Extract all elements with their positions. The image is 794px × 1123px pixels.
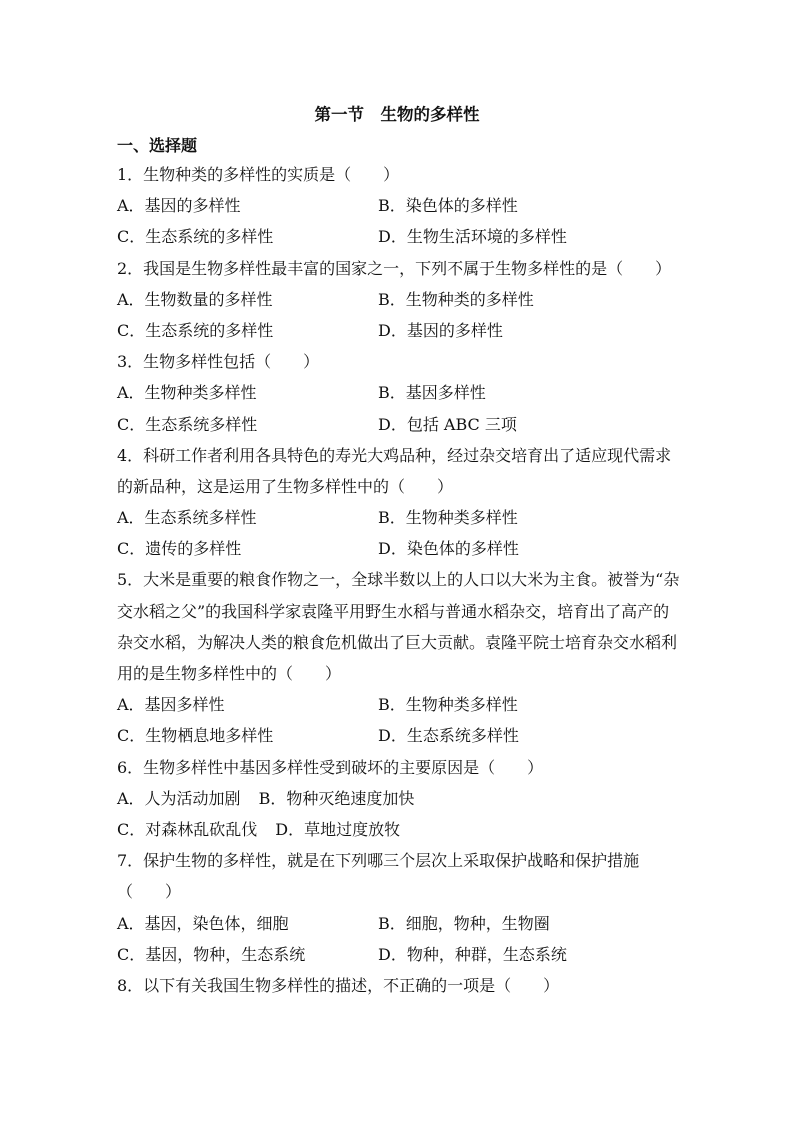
question-2: [117, 253, 682, 347]
question-stem-line: 杂交水稻，为解决人类的粮食危机做出了巨大贡献。袁隆平院士培育杂交水稻利: [117, 632, 678, 652]
question-stem-line: 1．生物种类的多样性的实质是（ ）: [117, 165, 400, 184]
answer-option: A．人为活动加剧: [117, 788, 241, 808]
option-row: [117, 908, 682, 939]
option-row: [117, 315, 682, 346]
answer-option: C．对森林乱砍乱伐: [117, 819, 258, 839]
option-row: [117, 783, 682, 814]
option-row: [117, 939, 682, 970]
option-row: [117, 533, 682, 564]
option-row: [117, 409, 682, 440]
option-row: [117, 720, 682, 751]
question-5: [117, 564, 682, 751]
question-stem-line: 交水稻之父”的我国科学家袁隆平用野生水稻与普通水稻杂交，培育出了高产的: [117, 601, 670, 621]
answer-option: B．生物种类多样性: [378, 695, 518, 715]
answer-option: D．基因的多样性: [378, 320, 503, 340]
question-stem-line: 7．保护生物的多样性，就是在下列哪三个层次上采取保护战略和保护措施: [117, 851, 640, 871]
answer-option: C．生态系统的多样性: [117, 227, 274, 247]
option-row: [117, 190, 682, 221]
answer-option: D．草地过度放牧: [275, 819, 401, 839]
question-4: [117, 440, 682, 565]
answer-option: A．基因，染色体，细胞: [117, 913, 289, 933]
question-6: [117, 752, 682, 846]
answer-option: A．基因多样性: [117, 695, 225, 715]
answer-option: A．基因的多样性: [117, 196, 241, 216]
question-list: [117, 159, 682, 1001]
page-title: 第一节 生物的多样性: [314, 105, 480, 124]
option-row: [117, 502, 682, 533]
question-stem-line: 的新品种，这是运用了生物多样性中的（ ）: [117, 476, 454, 496]
answer-option: A．生态系统多样性: [117, 508, 257, 528]
question-1: [117, 159, 682, 253]
option-row: [117, 377, 682, 408]
answer-option: B．生物种类多样性: [378, 508, 518, 528]
question-stem-line: 2．我国是生物多样性最丰富的国家之一，下列不属于生物多样性的是（ ）: [117, 258, 672, 278]
answer-option: C．生态系统多样性: [117, 414, 258, 434]
answer-option: B．染色体的多样性: [378, 196, 518, 216]
question-8: [117, 970, 682, 1001]
answer-option: D．生态系统多样性: [378, 726, 519, 746]
answer-option: B．细胞，物种，生物圈: [378, 913, 550, 933]
question-stem-line: 用的是生物多样性中的（ ）: [117, 664, 342, 683]
answer-option: D．包括 ABC 三项: [378, 414, 517, 434]
question-stem-line: 8．以下有关我国生物多样性的描述，不正确的一项是（ ）: [117, 975, 560, 995]
section-heading: 一、选择题: [117, 136, 198, 155]
answer-option: A．生物种类多样性: [117, 383, 257, 403]
answer-option: A．生物数量的多样性: [117, 289, 273, 309]
option-row: [117, 814, 682, 845]
question-3: [117, 346, 682, 440]
question-stem-line: （ ）: [117, 882, 182, 902]
answer-option: C．基因，物种，生态系统: [117, 944, 306, 964]
question-stem-line: 5．大米是重要的粮食作物之一，全球半数以上的人口以大米为主食。被誉为“杂: [117, 570, 680, 590]
question-stem-line: 4．科研工作者利用各具特色的寿光大鸡品种，经过杂交培育出了适应现代需求: [117, 445, 672, 465]
answer-option: C．生物栖息地多样性: [117, 726, 274, 746]
answer-option: D．染色体的多样性: [378, 539, 519, 559]
answer-option: D．生物生活环境的多样性: [378, 227, 567, 247]
question-stem-line: 6．生物多样性中基因多样性受到破坏的主要原因是（ ）: [117, 757, 544, 777]
option-row: [117, 689, 682, 720]
answer-option: B．物种灭绝速度加快: [258, 788, 415, 808]
question-7: [117, 845, 682, 970]
answer-option: C．生态系统的多样性: [117, 320, 274, 340]
option-row: [117, 221, 682, 252]
question-stem-line: 3．生物多样性包括（ ）: [117, 352, 320, 372]
answer-option: B．生物种类的多样性: [378, 289, 534, 309]
answer-option: B．基因多样性: [378, 383, 486, 403]
option-row: [117, 284, 682, 315]
answer-option: D．物种，种群，生态系统: [378, 944, 567, 964]
answer-option: C．遗传的多样性: [117, 539, 242, 559]
